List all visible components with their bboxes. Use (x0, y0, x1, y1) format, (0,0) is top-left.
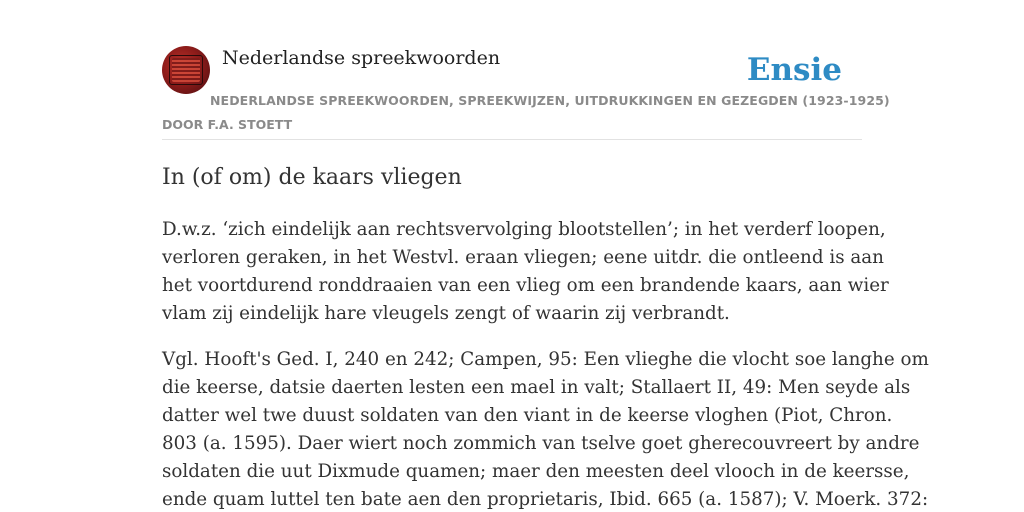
ensie-logo[interactable]: Ensie (746, 52, 842, 88)
header-divider (162, 139, 862, 140)
paragraph-line: vlam zij eindelijk hare vleugels zengt of waarin zij verbrandt. (162, 303, 730, 324)
paragraph-line: 803 (a. 1595). Daer wiert noch zommich van tselve goet gherecouvreert by andre (162, 433, 920, 454)
paragraph-line: ende quam luttel ten bate aen den proprietaris, Ibid. 665 (a. 1587); V. Moerk. 372: (162, 489, 929, 510)
author-byline[interactable]: DOOR F.A. STOETT (162, 117, 293, 132)
paragraph-2 (162, 346, 929, 512)
paragraph-line: D.w.z. ‘zich eindelijk aan rechtsvervolging blootstellen’; in het verderf loopen, (162, 219, 886, 240)
collection-title[interactable]: Nederlandse spreekwoorden (222, 47, 501, 69)
header (162, 46, 890, 140)
paragraph-line: Vgl. Hooft's Ged. I, 240 en 242; Campen, 95: Een vlieghe die vlocht soe langhe om (162, 349, 929, 370)
paragraph-line: datter wel twe duust soldaten van den viant in de keerse vloghen (Piot, Chron. (162, 405, 893, 426)
book-cover-pattern (172, 58, 200, 82)
collection-subtitle[interactable]: NEDERLANDSE SPREEKWOORDEN, SPREEKWIJZEN, UITDRUKKINGEN EN GEZEGDEN (1923-1925) (210, 93, 890, 108)
avatar[interactable] (162, 46, 210, 94)
entry-title: In (of om) de kaars vliegen (162, 165, 462, 190)
paragraph-line: het voortdurend ronddraaien van een vlieg om een brandende kaars, aan wier (162, 275, 889, 296)
paragraph-line: die keerse, datsie daerten lesten een mael in valt; Stallaert II, 49: Men seyde als (162, 377, 911, 398)
entry-body (162, 216, 929, 512)
paragraph-line: verloren geraken, in het Westvl. eraan vliegen; eene uitdr. die ontleend is aan (162, 247, 884, 268)
paragraph-1 (162, 216, 889, 328)
paragraph-line: soldaten die uut Dixmude quamen; maer den meesten deel vlooch in de keersse, (162, 461, 910, 482)
